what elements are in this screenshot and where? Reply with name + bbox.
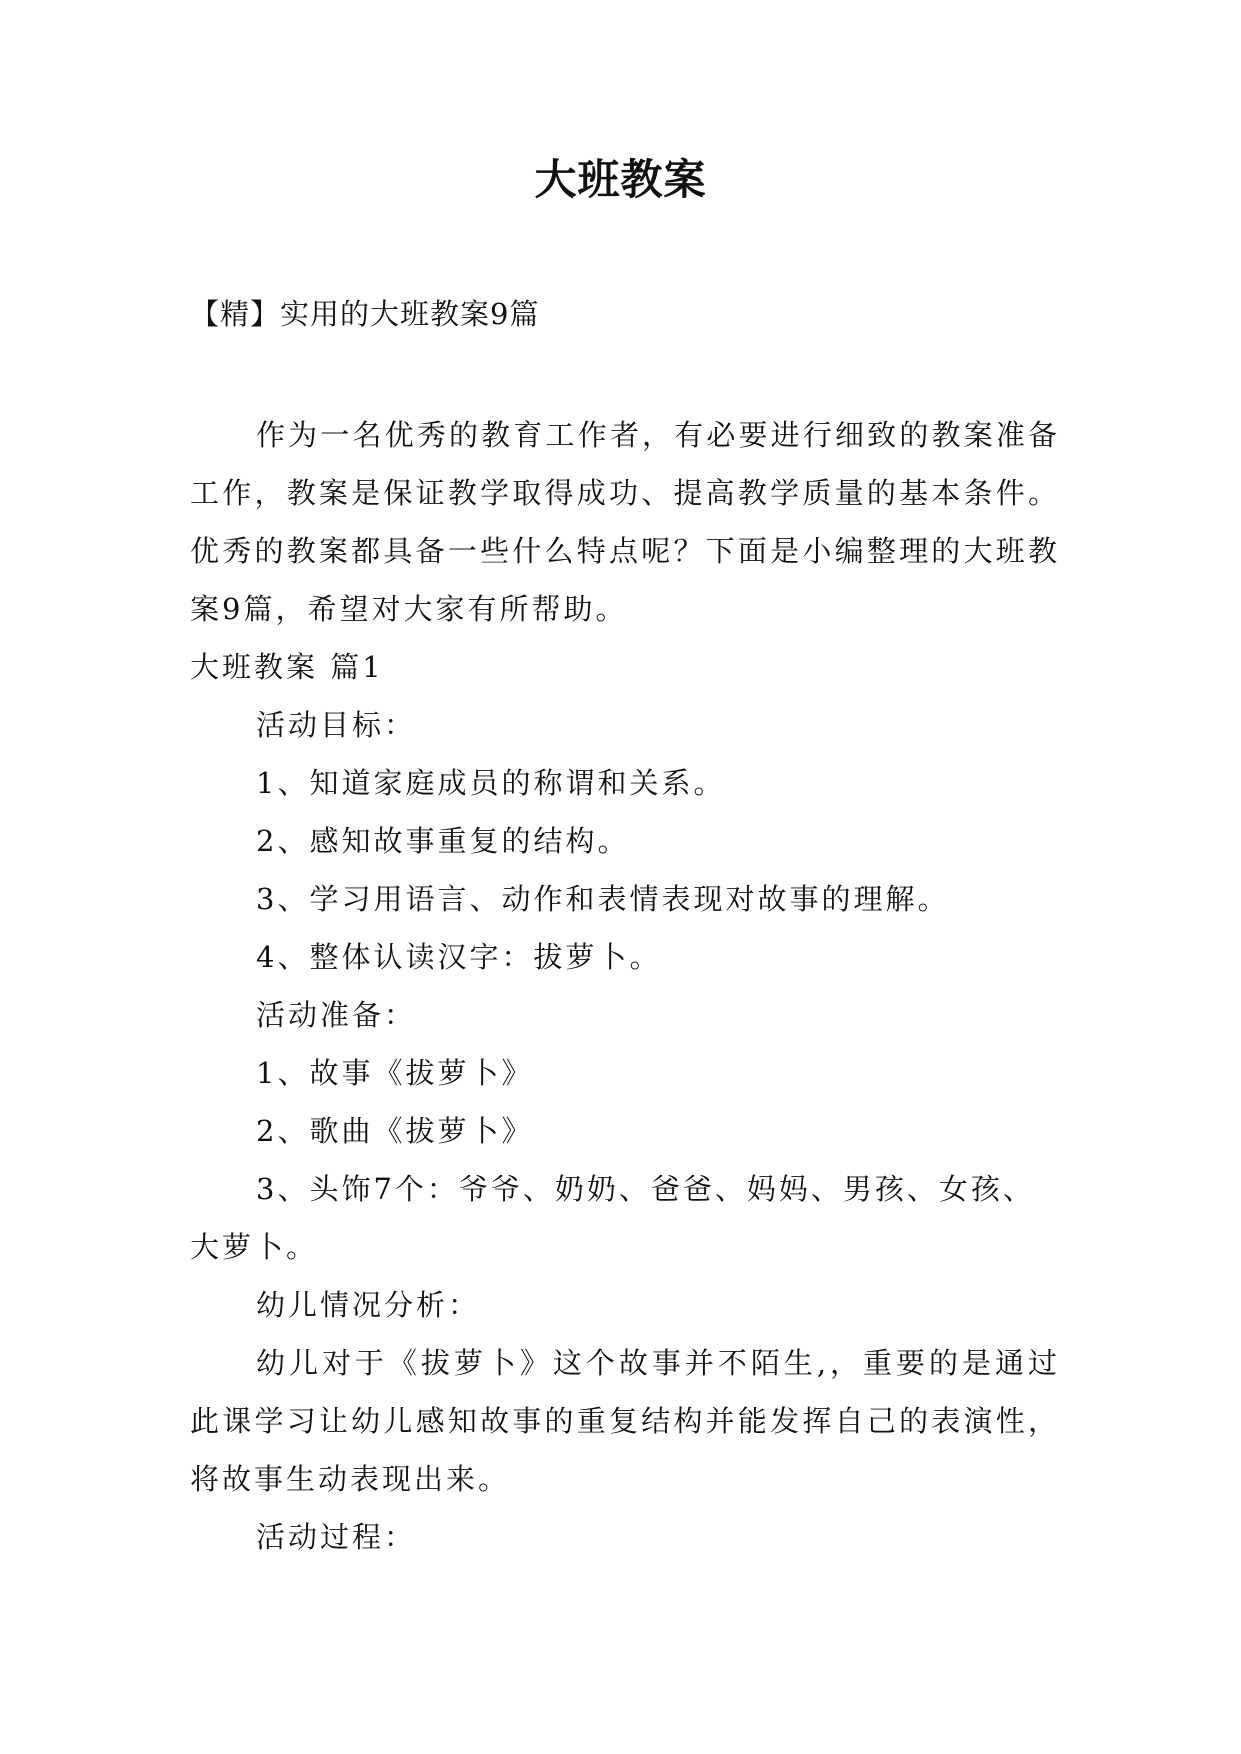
prep-heading: 活动准备：	[256, 998, 417, 1032]
prep-item: 2、歌曲《拔萝卜》	[256, 1114, 534, 1148]
goal-item: 2、感知故事重复的结构。	[256, 824, 630, 858]
goal-item: 3、学习用语言、动作和表情表现对故事的理解。	[256, 882, 950, 916]
prep-item: 3、头饰7个：爷爷、奶奶、爸爸、妈妈、男孩、女孩、大萝卜。	[190, 1172, 1035, 1264]
document-body	[190, 406, 1060, 1566]
section-heading: 大班教案 篇1	[190, 650, 384, 684]
goals-heading: 活动目标：	[256, 708, 417, 742]
goal-item: 4、整体认读汉字：拔萝卜。	[256, 940, 662, 974]
analysis-heading: 幼儿情况分析：	[256, 1288, 481, 1322]
document-title: 大班教案	[534, 155, 707, 204]
goal-item: 1、知道家庭成员的称谓和关系。	[256, 766, 726, 800]
process-heading: 活动过程：	[256, 1520, 417, 1554]
intro-paragraph: 作为一名优秀的教育工作者，有必要进行细致的教案准备工作，教案是保证教学取得成功、提高教学质量的基本条件。优秀的教案都具备一些什么特点呢？下面是小编整理的大班教案9篇，希望对大家有所帮助。	[190, 418, 1060, 626]
analysis-paragraph: 幼儿对于《拔萝卜》这个故事并不陌生,，重要的是通过此课学习让幼儿感知故事的重复结构并能发挥自己的表演性，将故事生动表现出来。	[190, 1346, 1060, 1496]
document-subtitle: 【精】实用的大班教案9篇	[190, 297, 540, 331]
prep-item: 1、故事《拔萝卜》	[256, 1056, 534, 1090]
